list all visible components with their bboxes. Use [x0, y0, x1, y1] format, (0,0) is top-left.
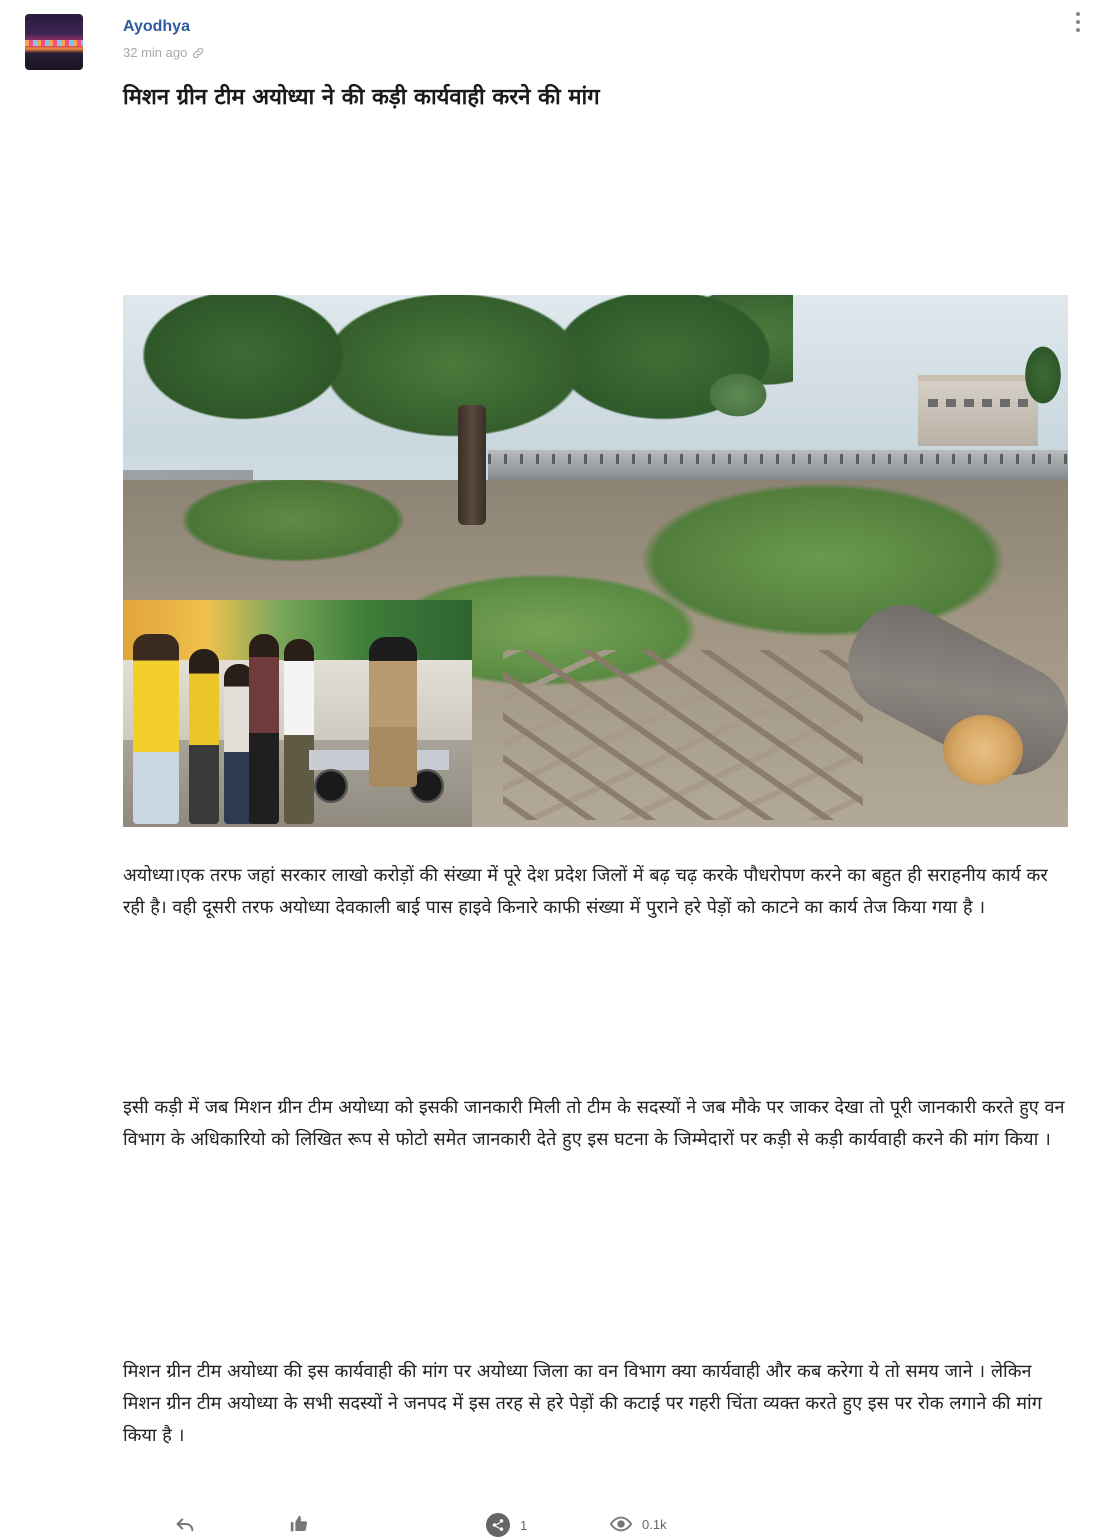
share-count: 1 — [520, 1517, 528, 1533]
avatar-image-lights — [25, 40, 83, 46]
post-meta — [123, 45, 205, 60]
thumbs-up-icon — [288, 1513, 310, 1535]
share-icon — [486, 1513, 510, 1537]
post-title: मिशन ग्रीन टीम अयोध्या ने की कड़ी कार्यवाही करने की मांग — [123, 85, 600, 110]
post-actions-bar — [0, 1505, 1112, 1536]
author-name[interactable]: Ayodhya — [123, 18, 190, 35]
post-image-inset — [123, 600, 472, 827]
author-avatar[interactable] — [25, 14, 83, 70]
views-count: 0.1k — [642, 1516, 667, 1532]
post-paragraph: इसी कड़ी में जब मिशन ग्रीन टीम अयोध्या को इसकी जानकारी मिली तो टीम के सदस्यों ने जब मौके पर जाकर देखा तो पूरी जानकारी करते हुए वन विभाग के अधिकारियो को लिखित रूप से फोटो समेत जानकारी देते हुए इस घटना के जिम्मेदारों पर कड़ी से कड़ी कार्यवाही करने की मांग किया । — [123, 1097, 1065, 1150]
post-time: 32 min ago — [123, 45, 188, 60]
share-button[interactable] — [486, 1513, 527, 1537]
post-paragraph: अयोध्या।एक तरफ जहां सरकार लाखो करोड़ों की संख्या में पूरे देश प्रदेश जिलों में बढ़ चढ़ करके पौधरोपण करने का बहुत ही सराहनीय कार्य कर रही है। वही दूसरी तरफ अयोध्या देवकाली बाई पास हाइवे किनारे काफी संख्या में पुराने हरे पेड़ों को काटने का कार्य तेज किया गया है । — [123, 865, 1048, 918]
post-paragraph: मिशन ग्रीन टीम अयोध्या की इस कार्यवाही की मांग पर अयोध्या जिला का वन विभाग क्या कार्यवाही और कब करेगा ये तो समय जाने । लेकिन मिशन ग्रीन टीम अयोध्या के सभी सदस्यों ने जनपद में इस तरह से हरे पेड़ों की कटाई पर गहरी चिंता व्यक्त करते हुए इस पर रोक लगाने की मांग किया है । — [123, 1361, 1042, 1446]
like-button[interactable] — [288, 1513, 310, 1535]
views-indicator — [610, 1513, 667, 1535]
eye-icon — [610, 1513, 632, 1535]
link-icon[interactable] — [191, 46, 205, 60]
reply-icon — [174, 1513, 196, 1535]
post-image[interactable] — [123, 295, 1068, 827]
more-options-icon[interactable] — [1074, 12, 1082, 32]
reply-button[interactable] — [174, 1513, 196, 1535]
